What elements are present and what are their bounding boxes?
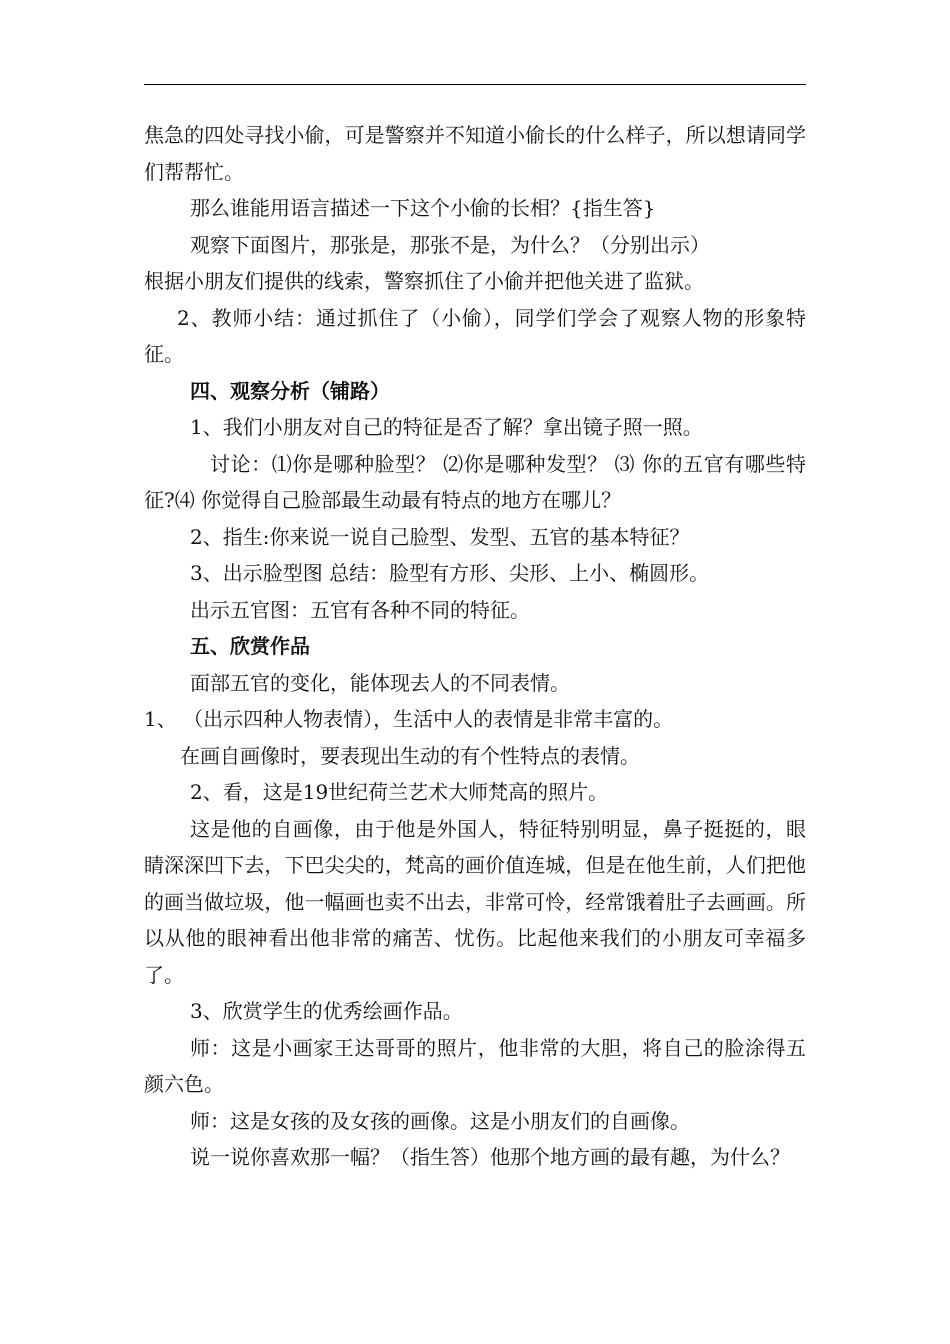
paragraph-features: 出示五官图：五官有各种不同的特征。 [190,597,530,622]
paragraph-point-student: 2、指生:你来说一说自己脸型、发型、五官的基本特征？ [190,524,690,549]
paragraph-which-one: 说一说你喜欢那一幅？（指生答）他那个地方画的最有趣，为什么？ [190,1145,790,1169]
paragraph-van-gogh-story: 这是他的自画像，由于他是外国人，特征特别明显，鼻子挺挺的，眼睛深深凹下去，下巴尖尖的，梵高的画价值连城，但是在他生前，人们把他的画当做垃圾，他一幅画也卖不出去，非常可怜，经常饿着肚子去画画。所以从他的眼神看出他非常的痛苦、忧伤。比起他来我们的小朋友可幸福多了。 [144,816,806,987]
paragraph-face-shapes: 3、出示脸型图 总结：脸型有方形、尖形、上小、椭圆形。 [190,561,710,585]
paragraph-wang-da: 师：这是小画家王达哥哥的照片，他非常的大胆，将自己的脸涂得五颜六色。 [144,1035,806,1096]
paragraph-teacher-summary: 2、教师小结：通过抓住了（小偷），同学们学会了观察人物的形象特征。 [144,305,806,366]
paragraph-continuation: 焦急的四处寻找小偷，可是警察并不知道小偷长的什么样子，所以想请同学们帮帮忙。 [144,123,806,184]
section-heading-observe-analysis: 四、观察分析（铺路） [190,378,390,403]
paragraph-discussion: 讨论：⑴你是哪种脸型？ ⑵你是哪种发型？ ⑶ 你的五官有哪些特征?⑷ 你觉得自己脸部最生动最有特点的地方在哪儿？ [144,451,806,512]
document-body [144,117,806,1176]
paragraph-police-caught: 根据小朋友们提供的线索，警察抓住了小偷并把他关进了监狱。 [144,269,704,293]
paragraph-self-portrait: 在画自画像时，要表现出生动的有个性特点的表情。 [180,743,640,768]
paragraph-observe-pictures: 观察下面图片，那张是，那张不是，为什么？（分别出示） [190,232,710,257]
paragraph-mirror: 1、我们小朋友对自己的特征是否了解？拿出镜子照一照。 [190,415,703,439]
paragraph-question-describe: 那么谁能用语言描述一下这个小偷的长相？{指生答} [190,196,656,220]
paragraph-student-works: 3、欣赏学生的优秀绘画作品。 [190,999,463,1023]
paragraph-van-gogh-photo: 2、看，这是19世纪荷兰艺术大师梵高的照片。 [190,780,609,804]
paragraph-four-expressions: 1、 （出示四种人物表情），生活中人的表情是非常丰富的。 [144,707,674,731]
header-rule [144,84,806,85]
section-heading-appreciate: 五、欣赏作品 [190,634,310,658]
paragraph-expression-change: 面部五官的变化，能体现去人的不同表情。 [190,670,570,695]
paragraph-girl-portrait: 师：这是女孩的及女孩的画像。这是小朋友们的自画像。 [190,1108,690,1133]
